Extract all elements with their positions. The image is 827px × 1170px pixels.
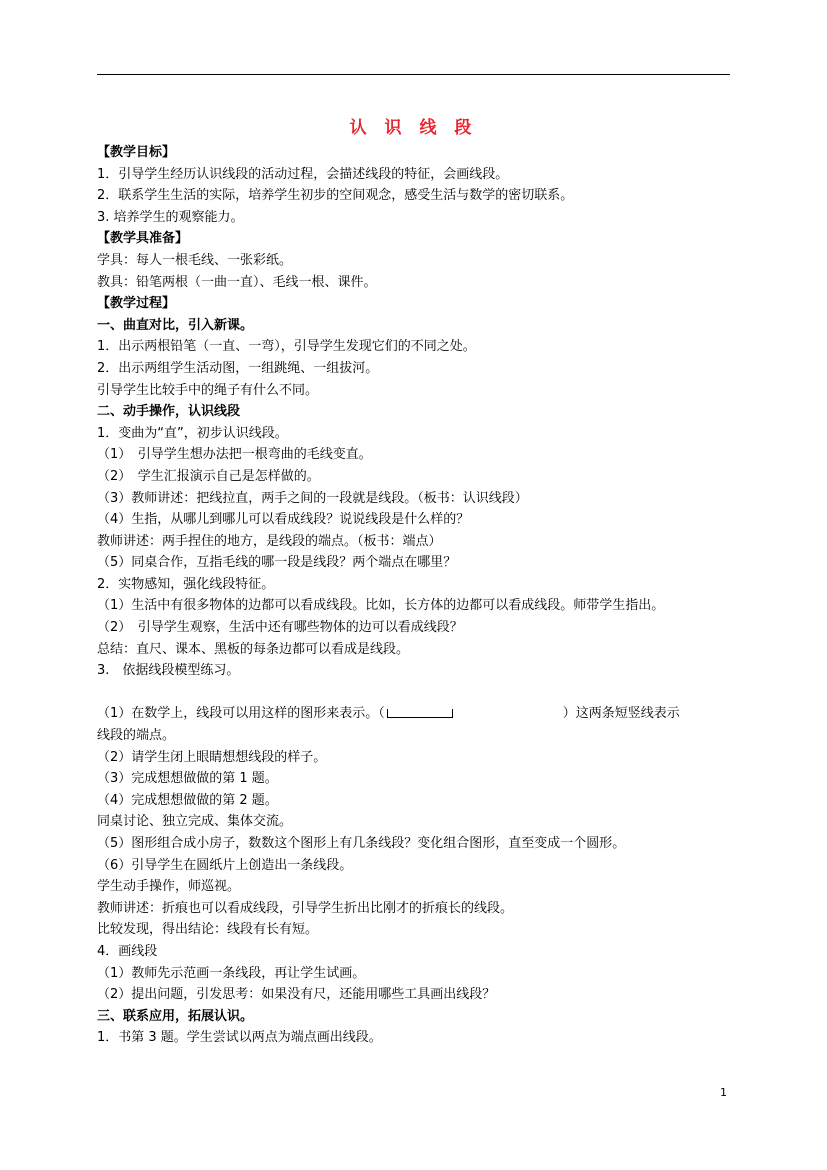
line-text: （1）在数学上，线段可以用这样的图形来表示。（ (97, 706, 385, 722)
text-line: （2） 引导学生观察，生活中还有哪些物体的边可以看成线段？ (97, 620, 463, 636)
text-line: 三、联系应用，拓展认识。 (97, 1008, 254, 1024)
text-line: （5）图形组合成小房子，数数这个图形上有几条线段？变化组合图形，直至变成一个圆形。 (97, 836, 626, 851)
text-line: 2．出示两组学生活动图，一组跳绳、一组拔河。 (97, 360, 379, 376)
text-line: 4．画线段 (97, 943, 158, 959)
text-line: （2）请学生闭上眼睛想想线段的样子。 (97, 749, 327, 765)
text-line: 教师讲述：两手捏住的地方，是线段的端点。（板书：端点） (97, 533, 442, 549)
text-line: 2．实物感知，强化线段特征。 (97, 576, 275, 592)
text-line: 1．出示两根铅笔（一直、一弯），引导学生发现它们的不同之处。 (97, 339, 476, 355)
text-line: 线段的端点。 (97, 728, 176, 744)
text-line: 二、动手操作，认识线段 (97, 404, 241, 420)
text-line: 总结：直尺、课本、黑板的每条边都可以看成是线段。 (97, 641, 410, 657)
text-line: 学生动手操作，师巡视。 (97, 879, 241, 895)
text-line: （5）同桌合作，互指毛线的哪一段是线段？两个端点在哪里？ (97, 555, 457, 571)
text-line: （1） 引导学生想办法把一根弯曲的毛线变直。 (97, 447, 372, 463)
page-number: 1 (720, 1086, 727, 1099)
text-line: 【教学过程】 (97, 296, 176, 312)
text-line: （1）生活中有很多物体的边都可以看成线段。比如，长方体的边都可以看成线段。师带学生指出。 (97, 598, 665, 614)
line-text-continued: ）这两条短竖线表示 (562, 706, 680, 722)
text-line (97, 703, 733, 725)
text-line: 学具：每人一根毛线、一张彩纸。 (97, 252, 293, 268)
text-line: 一、曲直对比，引入新课。 (97, 317, 254, 333)
text-line: （3）教师讲述：把线拉直，两手之间的一段就是线段。（板书：认识线段） (97, 490, 528, 506)
text-line: 教具：铅笔两根（一曲一直）、毛线一根、课件。 (97, 274, 377, 290)
document-title: 认 识 线 段 (349, 118, 478, 138)
text-line: 1．书第 3 题。学生尝试以两点为端点画出线段。 (97, 1030, 382, 1046)
text-line: （1）教师先示范画一条线段，再让学生试画。 (97, 965, 366, 981)
text-line: 引导学生比较手中的绳子有什么不同。 (97, 382, 319, 398)
text-line: 【教学具准备】 (97, 231, 189, 247)
text-line: 1．引导学生经历认识线段的活动过程，会描述线段的特征，会画线段。 (97, 166, 509, 182)
text-line (97, 682, 733, 704)
text-line: （2） 学生汇报演示自己是怎样做的。 (97, 468, 320, 484)
text-line: （4）完成想想做做的第 2 题。 (97, 792, 278, 808)
text-line: （4）生指，从哪儿到哪儿可以看成线段？说说线段是什么样的？ (97, 512, 470, 528)
header-rule (97, 74, 730, 75)
text-line: 同桌讨论、独立完成、集体交流。 (97, 814, 293, 830)
text-line: 2．联系学生生活的实际，培养学生初步的空间观念，感受生活与数学的密切联系。 (97, 188, 574, 204)
text-line: （3）完成想想做做的第 1 题。 (97, 771, 278, 787)
text-line: 比较发现，得出结论：线段有长有短。 (97, 922, 319, 938)
text-line: （2）提出问题，引发思考：如果没有尺，还能用哪些工具画出线段？ (97, 987, 496, 1003)
text-line: 3. 培养学生的观察能力。 (97, 209, 244, 225)
text-line: 教师讲述：折痕也可以看成线段，引导学生折出比刚才的折痕长的线段。 (97, 900, 514, 916)
text-line: 1．变曲为“直”，初步认识线段。 (97, 425, 288, 441)
text-line: 【教学目标】 (97, 145, 176, 160)
line-segment-figure (387, 706, 453, 718)
text-line: （6）引导学生在圆纸片上创造出一条线段。 (97, 857, 353, 873)
document-body (97, 142, 733, 1049)
text-line: 3. 依据线段模型练习。 (97, 663, 240, 679)
